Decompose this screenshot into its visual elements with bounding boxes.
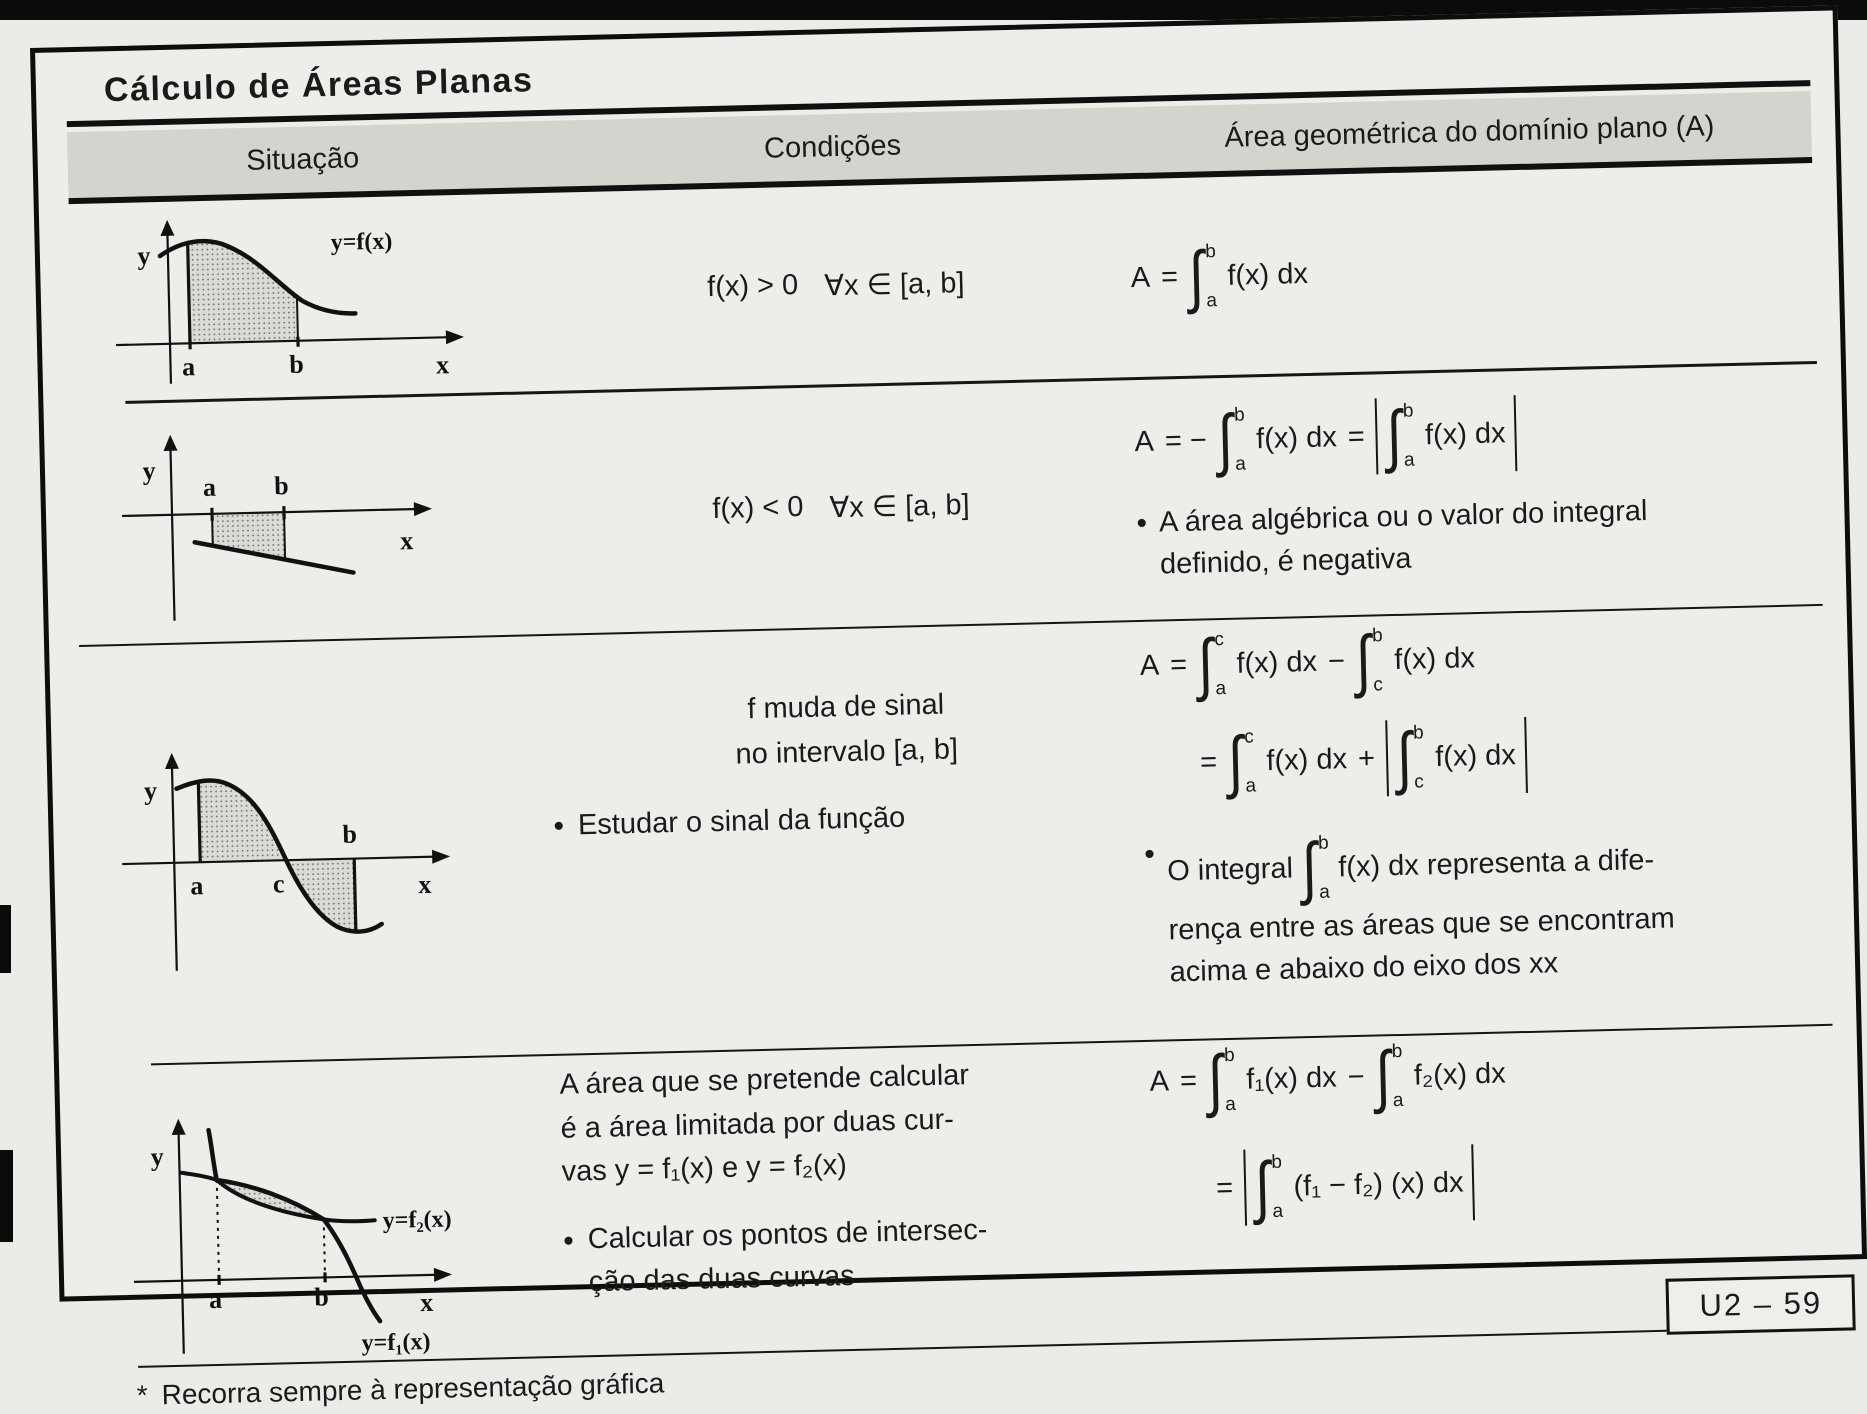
lower-limit: a <box>1272 1202 1283 1221</box>
integral-sign: ∫ <box>1227 727 1243 796</box>
x-axis-label: x <box>420 1288 434 1317</box>
integral-sign: ∫ <box>1207 1046 1223 1115</box>
absolute-value-group <box>1385 717 1528 796</box>
lower-limit: a <box>1206 291 1217 310</box>
integral <box>1227 727 1256 796</box>
integrand: f(x) dx <box>1266 743 1347 778</box>
condition-inequality: f(x) < 0 <box>712 490 804 527</box>
condition-line: vas y = f₁(x) e y = f₂(x) <box>561 1137 1152 1194</box>
integrand: f(x) dx <box>1227 257 1308 292</box>
shaded-area-below <box>286 859 356 933</box>
footnote-text: Recorra sempre à representação gráfica <box>161 1367 664 1411</box>
x-axis <box>134 1275 438 1282</box>
upper-limit: b <box>1234 405 1245 424</box>
graph-two-curves-svg <box>116 1101 522 1362</box>
condition-row1 <box>540 261 1131 310</box>
y-axis-label: y <box>137 241 151 270</box>
graph-negative-function <box>74 411 549 627</box>
curve-f1-label: y=f₁(x) <box>361 1329 430 1357</box>
absolute-value-group <box>1375 395 1518 474</box>
a-label: a <box>182 352 196 381</box>
graph-sign-change-svg <box>103 733 498 977</box>
upper-limit: c <box>1214 630 1225 649</box>
formula-row3 <box>1139 606 1833 1040</box>
x-axis-arrow-icon <box>414 501 432 515</box>
integral <box>1375 1042 1404 1111</box>
footnote-asterisk: * <box>136 1380 148 1412</box>
x-axis-arrow-icon <box>432 849 450 863</box>
note-line: acima e abaixo do eixo dos xx <box>1169 944 1676 989</box>
integrand: f₂(x) dx <box>1414 1057 1507 1092</box>
lower-limit: a <box>1245 776 1256 795</box>
vertical-line-a <box>198 781 200 862</box>
integral <box>1301 834 1330 903</box>
bullet-icon: • <box>1136 502 1148 586</box>
upper-limit: c <box>1244 727 1255 746</box>
bullet-icon: • <box>563 1218 576 1305</box>
integral-sign: ∫ <box>1386 401 1402 470</box>
graph-positive-function-svg <box>95 205 519 390</box>
minus-sign: − <box>1328 645 1346 678</box>
equals-sign: = <box>1170 648 1188 681</box>
condition-line: A área que se pretende calcular <box>559 1050 1150 1107</box>
absolute-value-group <box>1243 1144 1475 1225</box>
note-line: definido, é negativa <box>1160 532 1649 586</box>
b-label: b <box>274 471 289 500</box>
equals-sign: = <box>1161 261 1179 294</box>
b-label: b <box>342 820 357 849</box>
formula-lhs: A <box>1130 261 1150 294</box>
lower-limit: a <box>1404 450 1415 469</box>
x-axis-label: x <box>436 350 450 379</box>
equals-sign: = <box>1180 1064 1198 1097</box>
vertical-line-a <box>212 513 213 545</box>
vertical-line-b <box>297 298 298 340</box>
vertical-line-b <box>284 512 285 559</box>
upper-limit: b <box>1403 402 1414 421</box>
integrand: f(x) dx <box>1236 645 1317 680</box>
integrand: f(x) dx <box>1435 739 1516 774</box>
condition-bullet-line: ção das duas curvas <box>588 1252 989 1305</box>
graph-sign-change <box>79 636 559 1065</box>
integral-sign: ∫ <box>1301 833 1317 902</box>
upper-limit: b <box>1372 626 1383 645</box>
upper-limit: b <box>1205 242 1216 261</box>
bullet-icon: • <box>553 810 564 844</box>
note-text: f(x) dx representa a dife- <box>1338 843 1655 883</box>
note-line: rença entre as áreas que se encontram <box>1168 902 1675 947</box>
lower-limit: a <box>1393 1091 1404 1110</box>
equals-sign: = <box>1216 1171 1234 1204</box>
curve-label: y=f(x) <box>330 228 392 255</box>
integral-sign: ∫ <box>1355 626 1371 695</box>
integral <box>1197 630 1226 699</box>
condition-row4 <box>559 1042 1156 1356</box>
equals-minus-sign: = − <box>1165 424 1208 458</box>
lower-limit: a <box>1235 454 1246 473</box>
upper-limit: b <box>1271 1153 1282 1172</box>
condition-line: f muda de sinal <box>747 689 944 727</box>
y-axis-arrow-icon <box>160 219 174 235</box>
header-col-area: Área geométrica do domínio plano (A) <box>1127 108 1812 157</box>
y-axis-label: y <box>142 456 156 485</box>
formula-row2 <box>1133 364 1822 620</box>
condition-bullet-line: Calcular os pontos de intersec- <box>587 1208 988 1261</box>
y-axis <box>170 446 174 620</box>
page-number-box: U2 – 59 <box>1666 1274 1856 1334</box>
lower-limit: c <box>1373 675 1384 694</box>
page-title: Cálculo de Áreas Planas <box>104 31 1810 110</box>
y-axis-label: y <box>144 776 158 805</box>
graph-negative-function-svg <box>104 423 468 626</box>
integral <box>1254 1153 1283 1222</box>
upper-limit: b <box>1413 723 1424 742</box>
integral-sign: ∫ <box>1217 405 1233 474</box>
note-text: O integral <box>1167 852 1293 888</box>
curve-f2-label: y=f₂(x) <box>382 1206 451 1234</box>
x-axis-label: x <box>400 526 414 555</box>
integral <box>1217 405 1246 474</box>
upper-limit: b <box>1224 1046 1235 1065</box>
scanner-edge-artifact <box>0 1150 13 1242</box>
integral-sign: ∫ <box>1197 630 1213 699</box>
graph-positive-function <box>69 205 543 391</box>
plus-sign: + <box>1358 742 1376 775</box>
scanner-edge-artifact <box>0 905 11 973</box>
note-row3 <box>1144 822 1831 990</box>
header-col-situacao: Situação <box>67 138 538 182</box>
shaded-area-above <box>198 777 286 862</box>
integrand: f(x) dx <box>1425 417 1506 452</box>
integral-sign: ∫ <box>1396 723 1412 792</box>
y-axis <box>172 765 177 971</box>
condition-line: no intervalo [a, b] <box>735 733 958 771</box>
integrand: f(x) dx <box>1256 421 1337 456</box>
y-axis-label: y <box>150 1142 164 1171</box>
integrand: f₁(x) dx <box>1246 1061 1337 1096</box>
lower-limit: a <box>1319 883 1330 902</box>
x-axis-arrow-icon <box>434 1267 452 1281</box>
graph-two-curves <box>89 1056 566 1367</box>
table-row-sign-change <box>79 606 1832 1065</box>
a-label: a <box>203 472 217 501</box>
bullet-icon: • <box>1144 838 1158 990</box>
y-axis <box>167 231 171 383</box>
x-axis-label: x <box>418 870 432 899</box>
integral <box>1396 723 1425 792</box>
lower-limit: a <box>1215 679 1226 698</box>
dotted-line-a <box>217 1180 219 1280</box>
dotted-line-b <box>324 1219 325 1277</box>
lower-limit: c <box>1414 772 1425 791</box>
table-row-two-curves <box>89 1026 1840 1367</box>
integral <box>1386 402 1415 471</box>
integral <box>1355 626 1384 695</box>
upper-limit: b <box>1392 1042 1403 1061</box>
y-axis-arrow-icon <box>163 434 177 450</box>
table-row-negative-function <box>73 364 1822 645</box>
a-label: a <box>190 871 204 900</box>
lower-limit: a <box>1225 1095 1236 1114</box>
a-label: a <box>209 1285 223 1314</box>
integrand: (f₁ − f₂) (x) dx <box>1293 1166 1464 1203</box>
condition-bullet-text: Estudar o sinal da função <box>578 802 906 844</box>
equals-sign: = <box>1347 420 1365 453</box>
formula-row1 <box>1130 228 1815 312</box>
upper-limit: b <box>1318 834 1329 853</box>
integral-sign: ∫ <box>1375 1042 1391 1111</box>
integral-sign: ∫ <box>1254 1153 1270 1222</box>
equals-sign: = <box>1200 746 1218 779</box>
formula-lhs: A <box>1134 425 1154 458</box>
integral <box>1207 1046 1236 1115</box>
integrand: f(x) dx <box>1394 642 1475 677</box>
formula-lhs: A <box>1139 649 1159 682</box>
condition-domain: ∀x ∈ [a, b] <box>824 265 965 303</box>
y-axis-arrow-icon <box>171 1119 185 1135</box>
condition-row3 <box>549 622 1149 1054</box>
header-col-condicoes: Condições <box>537 124 1128 171</box>
integral <box>1188 242 1217 311</box>
c-label: c <box>273 869 285 898</box>
formula-lhs: A <box>1149 1065 1169 1098</box>
x-axis-arrow-icon <box>446 329 464 343</box>
condition-domain: ∀x ∈ [a, b] <box>829 486 970 524</box>
b-label: b <box>314 1282 329 1311</box>
note-line: A área algébrica ou o valor do integral <box>1159 490 1648 544</box>
vertical-line-b <box>354 859 356 932</box>
b-label: b <box>289 349 304 378</box>
note-row2 <box>1136 486 1822 586</box>
condition-inequality: f(x) > 0 <box>707 268 799 305</box>
condition-line: é a área limitada por duas cur- <box>560 1093 1151 1150</box>
scanned-page-frame <box>30 5 1867 1301</box>
y-axis <box>179 1131 184 1354</box>
y-axis-arrow-icon <box>165 753 179 769</box>
condition-row2 <box>546 483 1137 532</box>
curve-f1 <box>209 1126 381 1325</box>
minus-sign: − <box>1347 1060 1365 1093</box>
integral-sign: ∫ <box>1188 242 1204 311</box>
